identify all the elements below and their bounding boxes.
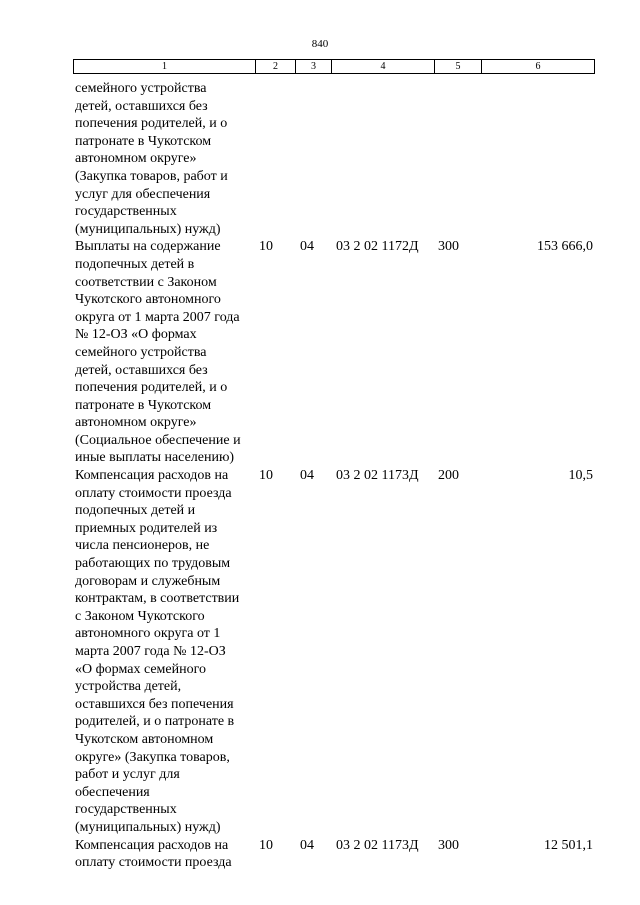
column-header-5: 5 [435,60,482,74]
row-expense-type: 300 [438,837,459,853]
row-section-code: 10 [259,837,273,853]
column-header-row [73,59,595,74]
row-description: семейного устройства детей, оставшихся без попечения родителей, и о патронате в Чукотском автономном округе» (Закупка товаров, работ и услуг для обеспечения государственных (муниципальных) нужд) [75,81,228,237]
column-header-6: 6 [482,60,595,74]
row-expense-type: 200 [438,468,459,484]
row-description: Выплаты на содержание подопечных детей в соответствии с Законом Чукотского автономного округа от 1 марта 2007 года № 12-ОЗ «О формах семейного устройства детей, оставшихся без попечения родителей, и о патронате в Чукотском автономном округе» (Социальное обеспечение и иные выплаты населению) [75,239,241,466]
row-target-article: 03 2 02 1172Д [336,239,419,255]
table-row [0,238,640,467]
column-header-2: 2 [256,60,296,74]
row-section-code: 10 [259,468,273,484]
column-header-4: 4 [332,60,435,74]
row-target-article: 03 2 02 1173Д [336,468,419,484]
page-number: 840 [311,38,329,50]
row-subsection-code: 04 [300,837,314,853]
row-description: Компенсация расходов на оплату стоимости проезда [75,837,232,871]
row-expense-type: 300 [438,239,459,255]
row-target-article: 03 2 02 1173Д [336,837,419,853]
row-amount: 12 501,1 [544,837,593,853]
budget-table-body [0,80,640,872]
row-description: Компенсация расходов на оплату стоимости проезда подопечных детей и приемных родителей из числа пенсионеров, не работающих по трудовым договорам и служебным контрактам, в соответствии с Законом Чукотского автономного округа от 1 марта 2007 года № 12-ОЗ «О формах семейного устройства детей, оставшихся без попечения родителей, и о патронате в Чукотском автономном округе» (Закупка товаров, работ и услуг для обеспечения государственных (муниципальных) нужд) [75,468,240,835]
table-row [0,837,640,872]
row-subsection-code: 04 [300,239,314,255]
column-header-1: 1 [74,60,256,74]
row-amount: 10,5 [568,468,593,484]
column-header-3: 3 [296,60,332,74]
table-row [0,80,640,238]
row-section-code: 10 [259,239,273,255]
row-subsection-code: 04 [300,468,314,484]
table-row [0,467,640,836]
row-amount: 153 666,0 [537,239,593,255]
